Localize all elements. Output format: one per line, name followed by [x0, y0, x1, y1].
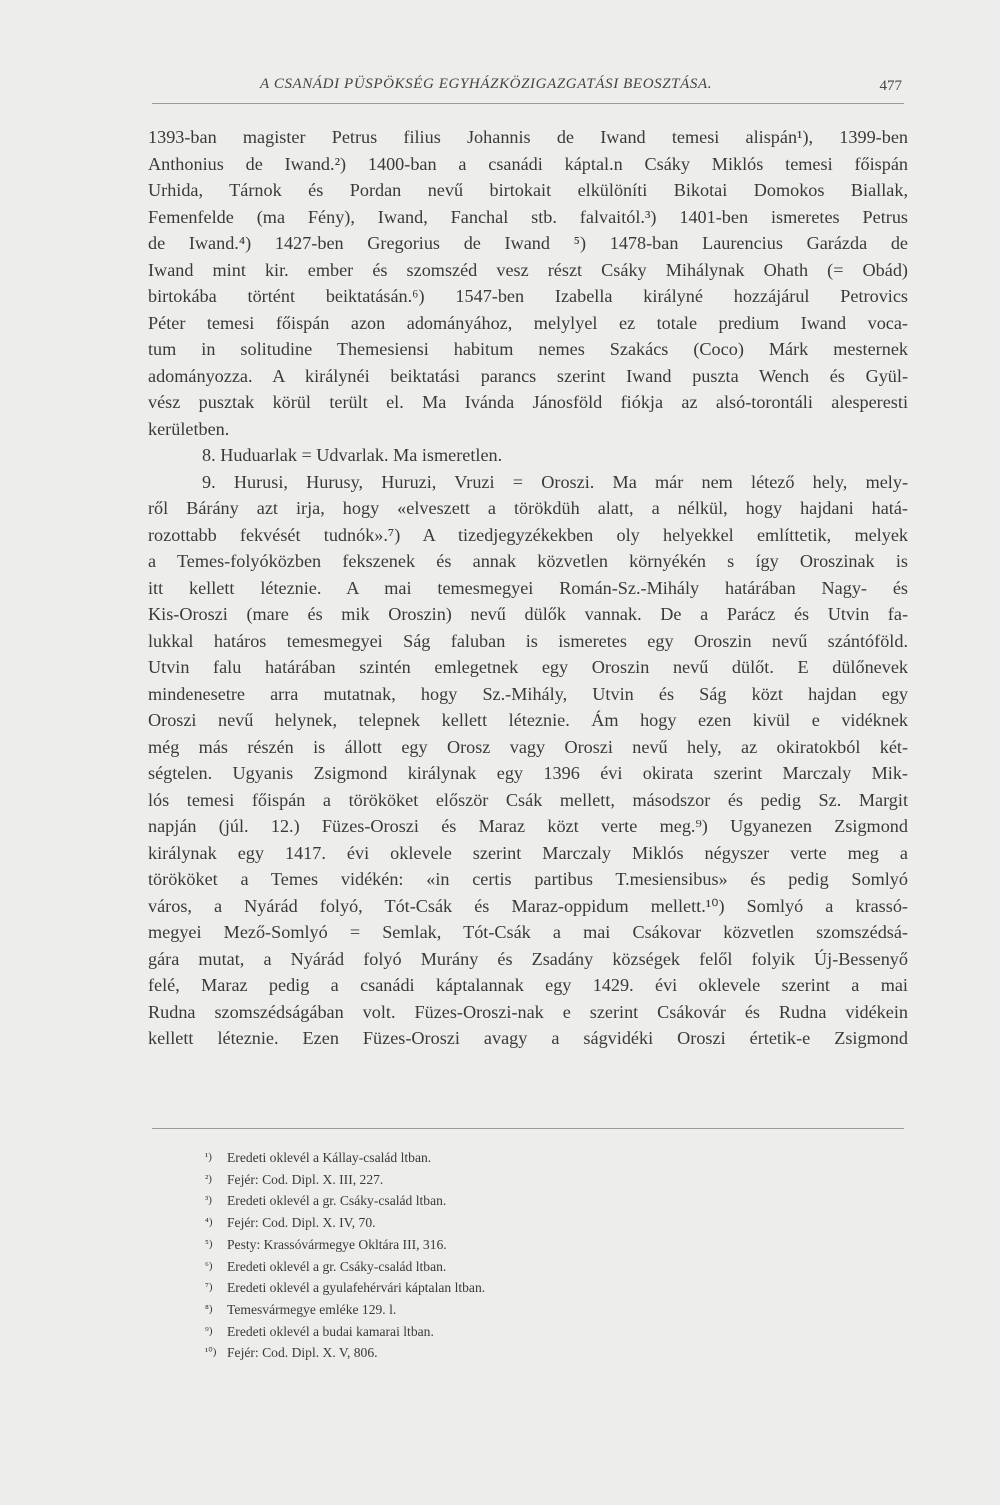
text-line: királynak egy 1417. évi oklevele szerint Marczaly Miklós négyszer verte meg a: [148, 842, 908, 863]
footnote-text: Eredeti oklevél a gyulafehérvári káptalan ltban.: [227, 1280, 486, 1296]
text-line: gára mutat, a Nyárád folyó Murány és Zsadány községek felől folyik Új-Bessenyő: [148, 948, 908, 969]
footnote: [205, 1299, 865, 1321]
text-line: város, a Nyárád folyó, Tót-Csák és Maraz-oppidum mellett.¹⁰) Somlyó a krassó-: [148, 895, 908, 916]
text-line: Anthonius de Iwand.²) 1400-ban a csanádi káptal.n Csáky Miklós temesi főispán: [148, 153, 908, 174]
footnotes: [205, 1147, 865, 1364]
footnote: [205, 1234, 865, 1256]
text-line: Femenfelde (ma Fény), Iwand, Fanchal stb. falvaitól.³) 1401-ben ismeretes Petrus: [148, 206, 908, 227]
text-line: ről Bárány azt irja, hogy «elveszett a törökdüh alatt, a nélkül, hogy hajdani hatá-: [148, 498, 908, 518]
footnote: [205, 1169, 865, 1191]
footnote-text: Eredeti oklevél a gr. Csáky-család ltban.: [227, 1193, 447, 1209]
footnote-number: ⁷): [205, 1281, 213, 1294]
text-line: vész pusztak körül terült el. Ma Ivánda Jánosföld fiókja az alsó-torontáli alesperesti: [148, 392, 908, 412]
footnote-text: Temesvármegye emléke 129. l.: [227, 1301, 397, 1317]
text-line: Iwand mint kir. ember és szomszéd vesz részt Csáky Mihálynak Ohath (= Obád): [148, 259, 908, 280]
running-title: A CSANÁDI PÜSPÖKSÉG EGYHÁZKÖZIGAZGATÁSI BEOSZTÁSA.: [260, 76, 713, 92]
text-line: felé, Maraz pedig a csanádi káptalannak egy 1429. évi oklevele szerint a mai: [148, 975, 908, 995]
text-line: tum in solitudine Themesiensi habitum nemes Szakács (Coco) Márk mesternek: [148, 339, 908, 359]
footnote-text: Fejér: Cod. Dipl. X. V, 806.: [227, 1345, 378, 1361]
footnote-text: Fejér: Cod. Dipl. X. IV, 70.: [227, 1215, 376, 1231]
text-line: itt kellett léteznie. A mai temesmegyei Román-Sz.-Mihály határában Nagy- és: [148, 577, 908, 598]
text-line: de Iwand.⁴) 1427-ben Gregorius de Iwand ⁵) 1478-ban Laurencius Garázda de: [148, 233, 908, 253]
text-line: mindenesetre arra mutatnak, hogy Sz.-Mihály, Utvin és Ság közt hajdan egy: [148, 683, 908, 704]
footnote-number: ⁴): [205, 1216, 213, 1229]
body-text: [148, 124, 908, 1052]
text-line: Rudna szomszédságában volt. Füzes-Oroszi-nak e szerint Csákovár és Rudna vidékein: [148, 1001, 908, 1022]
text-line: 8. Huduarlak = Udvarlak. Ma ismeretlen.: [202, 445, 503, 465]
page-number: 477: [879, 78, 902, 94]
text-line: Kis-Oroszi (mare és mik Oroszin) nevű dülők vannak. De a Parácz és Utvin fa-: [148, 604, 908, 624]
text-line: lós temesi főispán a törököket először Csák mellett, másodszor és pedig Sz. Margit: [148, 789, 908, 810]
text-line: törököket a Temes vidékén: «in certis partibus T.mesiensibus» és pedig Somlyó: [148, 869, 908, 889]
footnote-number: ⁹): [205, 1324, 213, 1337]
footnote-text: Pesty: Krassóvármegye Okltára III, 316.: [227, 1236, 447, 1252]
text-line: napján (júl. 12.) Füzes-Oroszi és Maraz közt verte meg.⁹) Ugyanezen Zsigmond: [148, 816, 908, 836]
text-line: birtokába történt beiktatásán.⁶) 1547-ben Izabella királyné hozzájárul Petrovics: [148, 286, 908, 306]
text-line: Urhida, Tárnok és Pordan nevű birtokait elkülöníti Bikotai Domokos Biallak,: [148, 180, 908, 200]
footnote-rule: [152, 1128, 904, 1129]
footnote: [205, 1277, 865, 1299]
text-line: ségtelen. Ugyanis Zsigmond királynak egy 1396 évi okirata szerint Marczaly Mik-: [148, 763, 908, 783]
text-line: kerületben.: [148, 418, 230, 439]
footnote-text: Eredeti oklevél a Kállay-család ltban.: [227, 1150, 432, 1165]
footnote-number: ⁵): [205, 1237, 213, 1250]
text-line: lukkal határos temesmegyei Ság faluban is ismeretes egy Oroszin nevű szántóföld.: [148, 630, 908, 651]
footnote-number: ⁶): [205, 1259, 213, 1272]
text-line: rozottabb fekvését tudnók».⁷) A tizedjegyzékekben oly helyekkel említtetik, melyek: [148, 524, 908, 545]
footnote-number: ²): [205, 1172, 212, 1185]
footnote-text: Fejér: Cod. Dipl. X. III, 227.: [227, 1171, 384, 1187]
text-line: megyei Mező-Somlyó = Semlak, Tót-Csák a mai Csákovar közvetlen szomszédsá-: [148, 922, 908, 942]
header-rule: [152, 103, 904, 104]
text-line: Oroszi nevű helynek, telepnek kellett léteznie. Ám hogy ezen kivül e vidéknek: [148, 710, 908, 730]
footnote: [205, 1256, 865, 1278]
footnote-text: Eredeti oklevél a budai kamarai ltban.: [227, 1323, 434, 1339]
text-line: a Temes-folyóközben fekszenek és annak közvetlen környékén s így Oroszinak is: [148, 551, 908, 571]
footnote-number: ³): [205, 1194, 212, 1207]
text-line: Utvin falu határában szintén emlegetnek egy Oroszin nevű dülőt. E dülőnevek: [148, 657, 908, 677]
footnote: [205, 1321, 865, 1343]
text-line: 1393-ban magister Petrus filius Johannis de Iwand temesi alispán¹), 1399-ben: [148, 127, 908, 147]
footnote-number: ¹⁰): [205, 1346, 217, 1359]
text-line: még más részén is állott egy Orosz vagy Oroszi nevű hely, az okiratokból két-: [148, 736, 908, 757]
footnote-number: ¹): [205, 1151, 212, 1163]
footnote-number: ⁸): [205, 1302, 213, 1315]
text-line: adományozza. A királynéi beiktatási parancs szerint Iwand puszta Wench és Gyül-: [148, 365, 908, 386]
footnote: [205, 1190, 865, 1212]
text-line: kellett léteznie. Ezen Füzes-Oroszi avagy a ságvidéki Oroszi értetik-e Zsigmond: [148, 1028, 908, 1048]
footnote: [205, 1212, 865, 1234]
footnote-text: Eredeti oklevél a gr. Csáky-család ltban.: [227, 1258, 447, 1274]
text-line: Péter temesi főispán azon adományához, melylyel ez totale predium Iwand voca-: [148, 312, 908, 333]
footnote: [205, 1147, 865, 1169]
page-header: [148, 72, 908, 104]
text-line: 9. Hurusi, Hurusy, Huruzi, Vruzi = Oroszi. Ma már nem létező hely, mely-: [202, 471, 908, 492]
footnote: [205, 1342, 865, 1364]
